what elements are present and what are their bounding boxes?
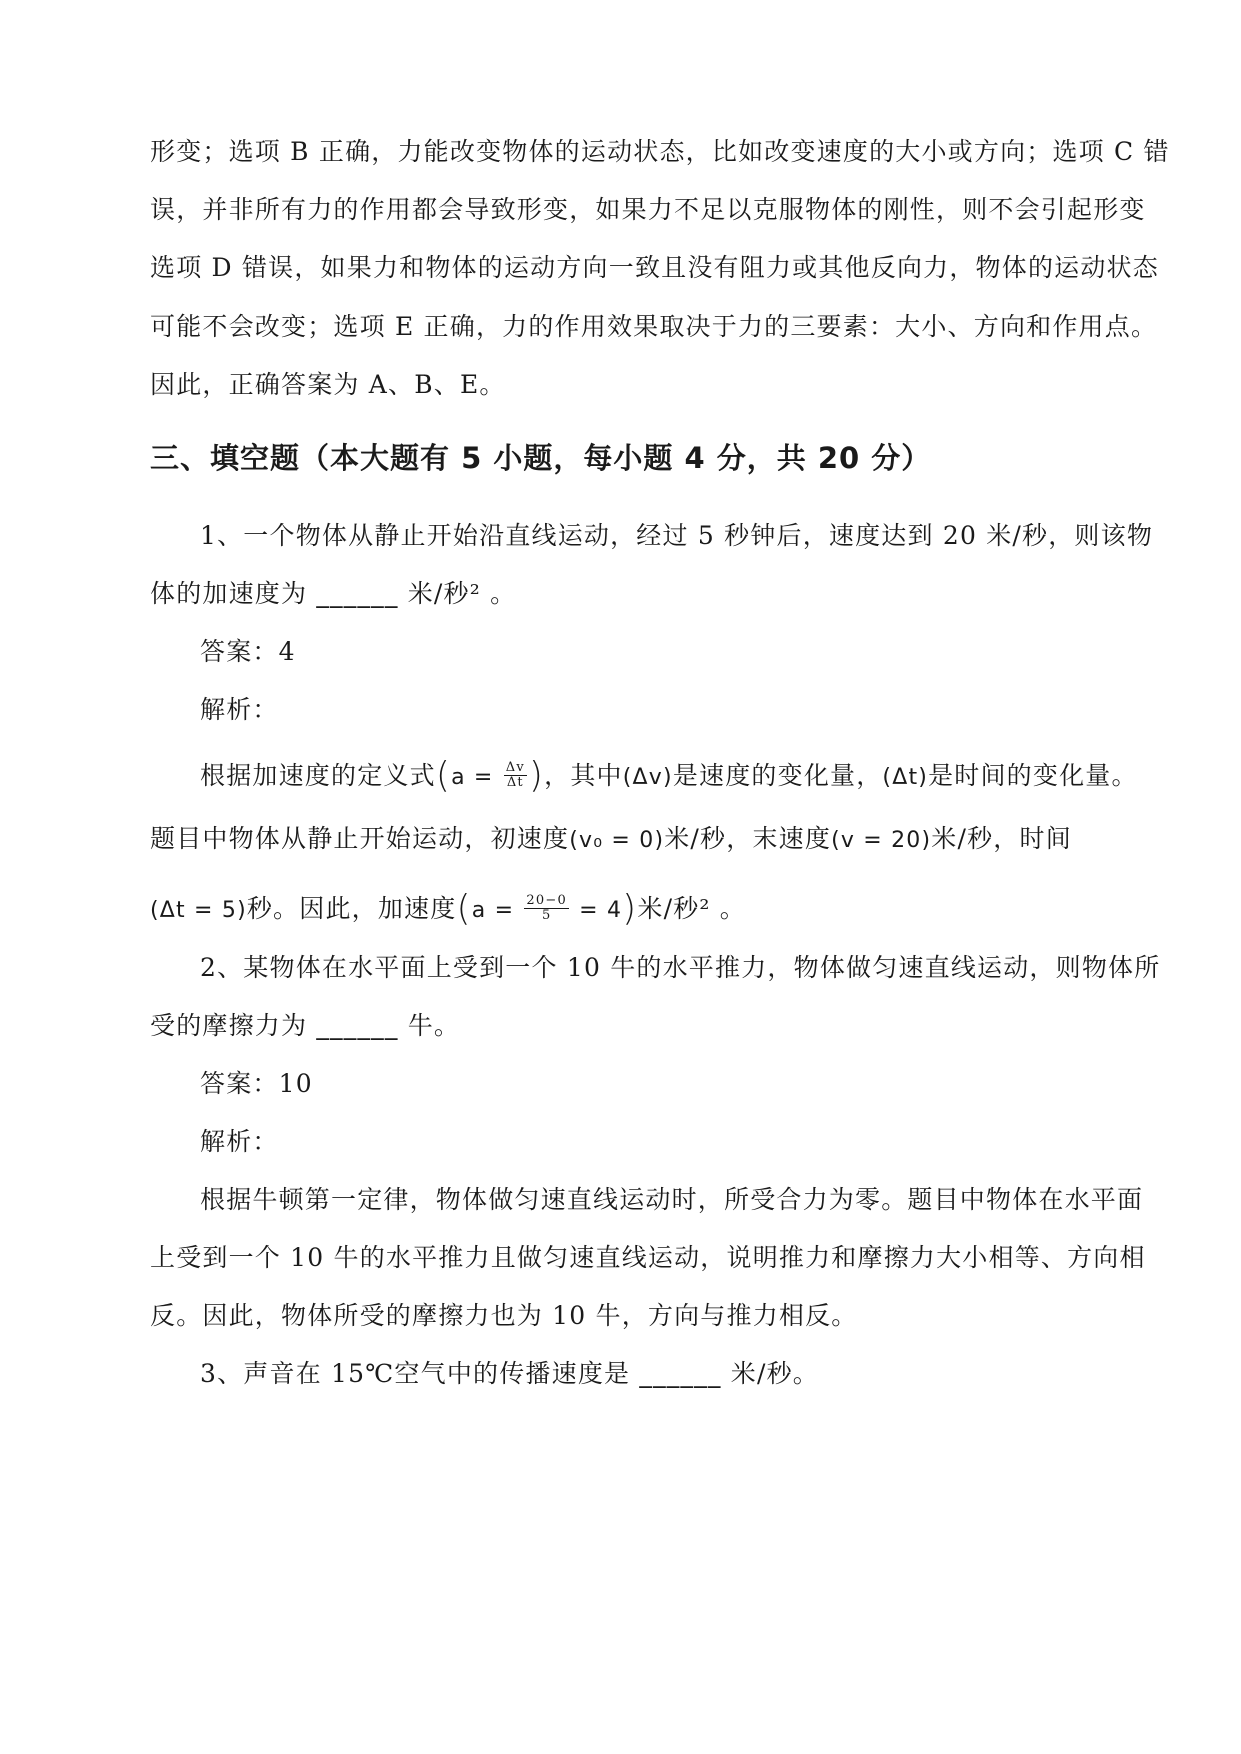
question-1-explanation-line [200,755,1138,796]
question-1-explanation-line [150,888,746,929]
fraction-numerator: 20−0 [526,892,567,908]
formula-rhs: = 4 [570,898,623,923]
text-line: 可能不会改变；选项 E 正确，力的作用效果取决于力的三要素：大小、方向和作用点。 [150,312,1158,341]
explanation-text: ，其中 [544,761,623,790]
explanation-text: 是时间的变化量。 [928,761,1138,790]
question-2-stem-cont [150,1013,460,1038]
paren-open: ( [435,755,452,796]
question-2-stem: 2、某物体在水平面上受到一个 10 牛的水平推力，物体做匀速直线运动，则物体所 [200,953,1161,982]
explanation-text: 根据加速度的定义式 [200,761,436,790]
question-2-explanation-line: 根据牛顿第一定律，物体做匀速直线运动时，所受合力为零。题目中物体在水平面 [200,1185,1144,1214]
question-2-answer: 答案：10 [200,1069,313,1098]
answer-blank: ______ [316,579,399,608]
math-v0: (v₀ = 0) [569,828,665,853]
paren-open: ( [456,888,472,929]
question-3-stem [200,1361,819,1386]
explanation-text: 米/秒，时间 [931,824,1072,853]
explanation-text: 题目中物体从静止开始运动，初速度 [150,824,570,853]
paren-close: ) [528,755,545,796]
math-dt-value: (Δt = 5) [150,898,247,923]
fraction [504,761,527,791]
question-2-explanation-line: 反。因此，物体所受的摩擦力也为 10 牛，方向与推力相反。 [150,1301,858,1330]
stem-text: 受的摩擦力为 [150,1011,317,1040]
math-dv: (Δv) [622,765,673,790]
stem-text: 米/秒² 。 [398,579,517,608]
answer-blank: ______ [316,1011,399,1040]
section-heading: 三、填空题（本大题有 5 小题，每小题 4 分，共 20 分） [150,441,932,475]
text-line: 误，并非所有力的作用都会导致形变，如果力不足以克服物体的刚性，则不会引起形变 [150,195,1146,224]
fraction-numerator: Δv [505,759,525,775]
fraction-denominator: 5 [541,908,552,923]
answer-blank: ______ [639,1359,722,1388]
stem-text: 牛。 [398,1011,461,1040]
fraction [524,894,569,924]
explanation-text: 秒。因此，加速度 [246,894,457,923]
question-1-stem: 1、一个物体从静止开始沿直线运动，经过 5 秒钟后，速度达到 20 米/秒，则该物 [200,521,1154,550]
stem-text: 3、声音在 15℃空气中的传播速度是 [200,1359,640,1388]
text-line: 因此，正确答案为 A、B、E。 [150,370,506,399]
explanation-text: 米/秒² 。 [637,894,746,923]
question-1-analysis-label: 解析： [200,695,279,724]
question-2-analysis-label: 解析： [200,1127,279,1156]
text-line: 选项 D 错误，如果力和物体的运动方向一致且没有阻力或其他反向力，物体的运动状态 [150,253,1159,282]
stem-text: 体的加速度为 [150,579,317,608]
formula-lhs: a = [451,765,502,790]
math-v: (v = 20) [831,828,932,853]
paren-close: ) [622,888,638,929]
formula-lhs: a = [471,898,523,923]
explanation-text: 是速度的变化量， [672,761,883,790]
question-1-explanation-line [150,826,1072,852]
math-dt: (Δt) [882,765,929,790]
question-1-answer: 答案：4 [200,637,296,666]
explanation-text: 米/秒，末速度 [664,824,832,853]
stem-text: 米/秒。 [721,1359,819,1388]
question-1-stem-cont [150,581,516,606]
question-2-explanation-line: 上受到一个 10 牛的水平推力且做匀速直线运动，说明推力和摩擦力大小相等、方向相 [150,1243,1146,1272]
fraction-denominator: Δt [506,775,524,790]
text-line: 形变；选项 B 正确，力能改变物体的运动状态，比如改变速度的大小或方向；选项 C 错 [150,137,1170,166]
